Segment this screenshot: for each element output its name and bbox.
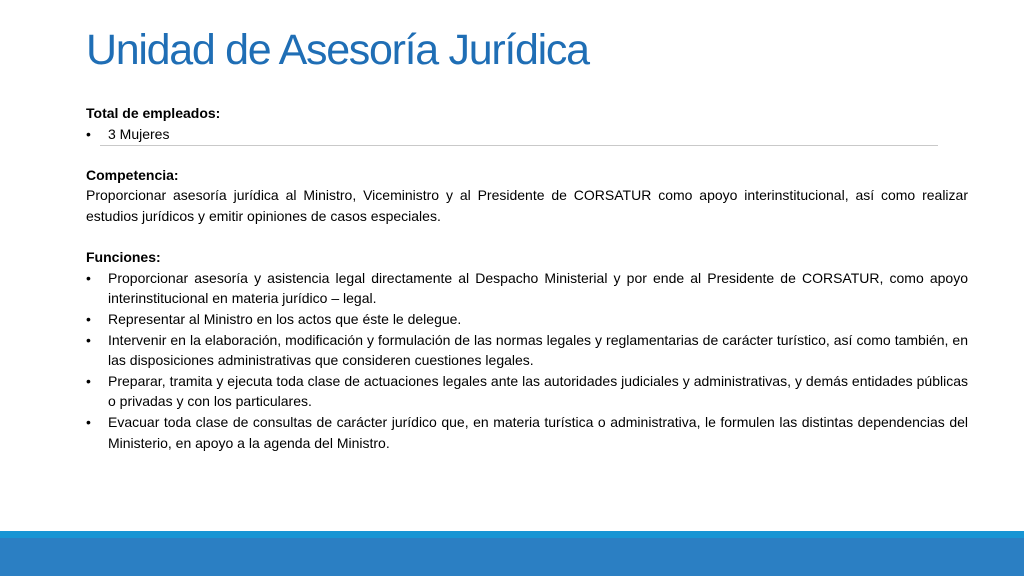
slide-content — [86, 103, 968, 453]
list-item — [86, 268, 968, 309]
employees-list — [86, 124, 968, 145]
bullet-icon: • — [86, 413, 91, 430]
funciones-list — [86, 268, 968, 453]
funciones-item-text: Proporcionar asesoría y asistencia legal directamente al Despacho Ministerial y por ende al Presidente de CORSATUR, como apoyo interinstitucional en materia jurídico – legal. — [108, 269, 968, 307]
funciones-item-text: Representar al Ministro en los actos que éste le delegue. — [108, 310, 462, 327]
employees-item-text: 3 Mujeres — [108, 125, 170, 142]
competencia-heading: Competencia: — [86, 166, 179, 183]
spacer — [86, 227, 968, 248]
list-item — [86, 124, 968, 145]
funciones-item-text: Preparar, tramita y ejecuta toda clase de actuaciones legales ante las autoridades judiciales y administrativas, y demás entidades públicas o privadas y con los particulares. — [108, 372, 968, 410]
bullet-icon: • — [86, 125, 91, 142]
list-item — [86, 309, 968, 330]
footer-stripe — [0, 531, 1024, 538]
funciones-item-text: Intervenir en la elaboración, modificación y formulación de las normas legales y reglamentarias de carácter turístico, así como también, en las disposiciones administrativas que consideren cuestiones legales. — [108, 331, 968, 369]
funciones-item-text: Evacuar toda clase de consultas de carácter jurídico que, en materia turística o administrativa, le formulen las distintas dependencias del Ministerio, en apoyo a la agenda del Ministro. — [108, 413, 968, 451]
bullet-icon: • — [86, 331, 91, 348]
bullet-icon: • — [86, 310, 91, 327]
spacer — [86, 144, 968, 165]
competencia-text: Proporcionar asesoría jurídica al Ministro, Viceministro y al Presidente de CORSATUR como apoyo interinstitucional, así como realizar estudios jurídicos y emitir opiniones de casos especiales. — [86, 187, 968, 224]
funciones-heading: Funciones: — [86, 249, 161, 266]
list-item — [86, 371, 968, 412]
bullet-icon: • — [86, 269, 91, 286]
bullet-icon: • — [86, 372, 91, 389]
list-item — [86, 412, 968, 453]
footer-bar — [0, 538, 1024, 576]
slide-title: Unidad de Asesoría Jurídica — [86, 26, 589, 74]
list-item — [86, 330, 968, 371]
employees-heading: Total de empleados: — [86, 105, 221, 121]
